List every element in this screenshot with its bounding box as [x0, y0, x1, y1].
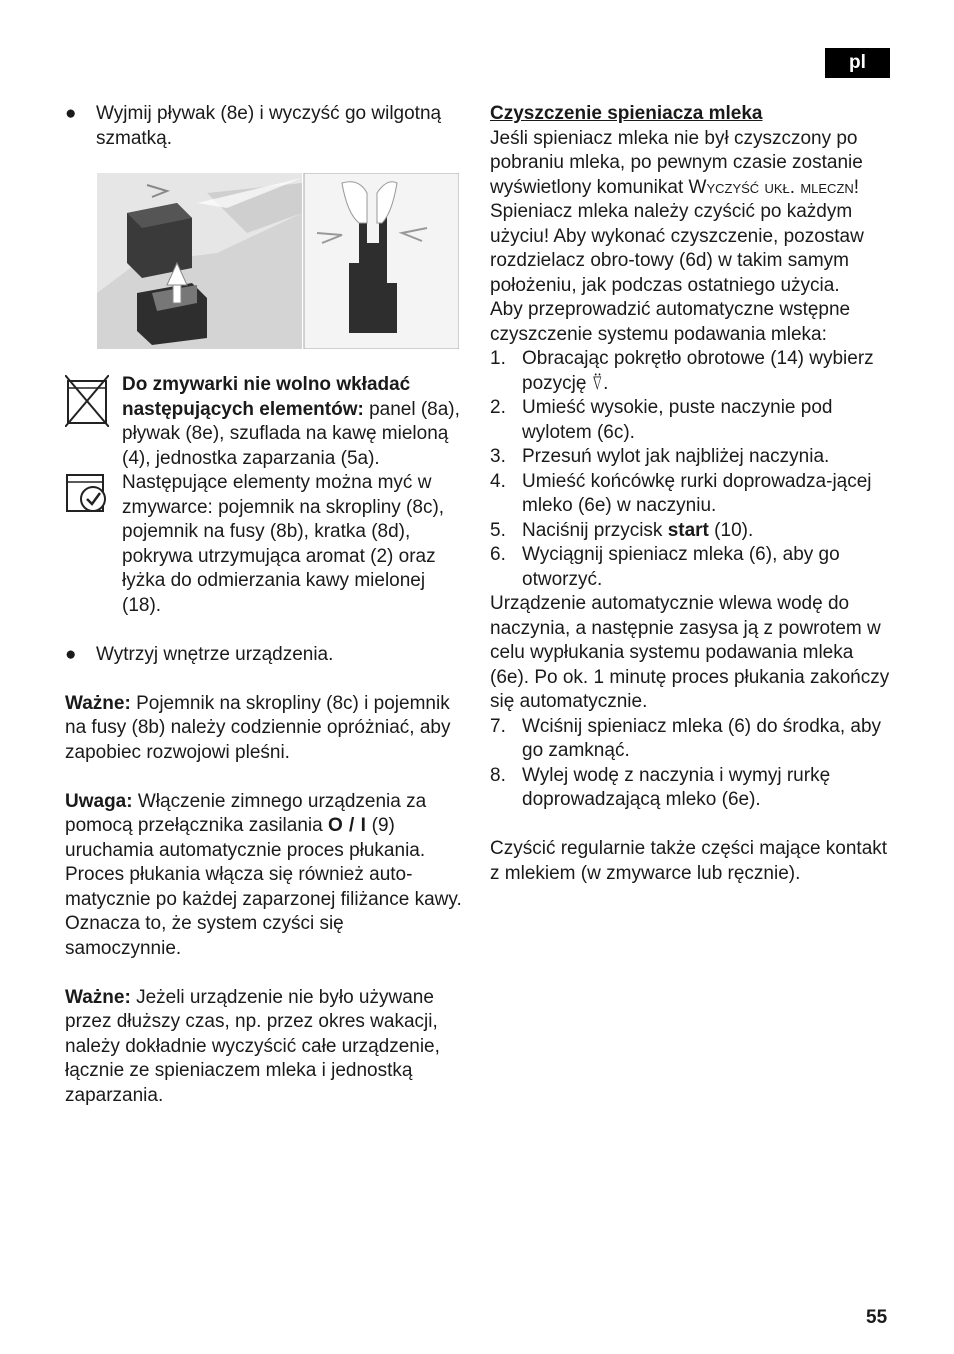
dishwasher-ok-icon — [65, 471, 109, 523]
section-heading: Czyszczenie spieniacza mleka — [490, 103, 763, 124]
language-tab: pl — [825, 48, 890, 78]
page-number: 55 — [866, 1307, 888, 1328]
list-item: 6. Wyciągnij spieniacz mleka (6), aby go otworzyć. — [490, 544, 840, 590]
display-message: Wyczyść ukł. mleczn! — [688, 176, 860, 198]
list-item: 4. Umieść końcówkę rurki doprowadza-jącej mleko (6e) w naczyniu. — [490, 470, 872, 516]
important-note-1: Ważne: Pojemnik na skropliny (8c) i pojemnik na fusy (8b) należy codziennie opróżniać, aby zapobiec rozwojowi pleśni. — [65, 692, 451, 763]
float-illustration-svg — [97, 173, 459, 349]
right-column — [490, 102, 890, 886]
left-column — [65, 102, 465, 1108]
no-dishwasher-icon — [65, 375, 109, 435]
bullet-text: Wyjmij pływak (8e) i wyczyść go wilgotną szmatką. — [96, 103, 442, 149]
dishwasher-not-allowed-text: Do zmywarki nie wolno wkładać następujących elementów: panel (8a), pływak (8e), szuflada na kawę mieloną (4), jednostka zaparzania (5a). — [122, 374, 460, 469]
intro-paragraph: Jeśli spieniacz mleka nie był czyszczony po pobraniu mleka, po pewnym czasie zostanie wyświetlony komunikat Wyczyść ukł. mleczn! Spieniacz mleka należy czyścić po każdym użyciu! Aby wykonać czyszczenie, pozostaw rozdzielacz obro-towy (6d) w takim samym położeniu, jak podczas ostatniego użycia. — [490, 127, 864, 296]
steps-list-2 — [490, 715, 890, 813]
list-item: 7. Wciśnij spieniacz mleka (6) do środka, aby go zamknąć. — [490, 715, 882, 761]
dishwasher-allowed — [65, 471, 465, 618]
bullet-text: Wytrzyj wnętrze urządzenia. — [96, 643, 334, 665]
bullet-dot: ● — [65, 643, 77, 665]
bullet-dot: ● — [65, 103, 77, 124]
list-item: 2. Umieść wysokie, puste naczynie pod wylotem (6c). — [490, 397, 833, 443]
list-item: 8. Wylej wodę z naczynia i wymyj rurkę doprowadzającą mleko (6e). — [490, 764, 831, 810]
milk-position-icon: ⍢ — [591, 372, 604, 394]
list-item: 5. Naciśnij przycisk start (10). — [490, 519, 754, 541]
closing-paragraph: Czyścić regularnie także części mające kontakt z mlekiem (w zmywarce lub ręcznie). — [490, 838, 888, 884]
attention-note: Uwaga: Włączenie zimnego urządzenia za pomocą przełącznika zasilania O / I (9) uruchamia automatycznie proces płukania. Proces płukania włącza się również auto-matycznie po każdej zaparzonej filiżance kawy. Oznacza to, że system czyści się samoczynnie. — [65, 790, 462, 959]
float-removal-illustration — [97, 173, 459, 349]
steps-list — [490, 347, 890, 592]
intro-paragraph-2: Aby przeprowadzić automatyczne wstępne czyszczenie systemu podawania mleka: — [490, 299, 851, 345]
bullet-item — [65, 102, 465, 151]
bullet-item — [65, 643, 465, 668]
list-item: 1. Obracając pokrętło obrotowe (14) wybierz pozycję ⍢. — [490, 348, 874, 394]
list-item: 3. Przesuń wylot jak najbliżej naczynia. — [490, 446, 830, 467]
dishwasher-not-allowed — [65, 373, 465, 471]
rinse-description: Urządzenie automatycznie wlewa wodę do naczynia, a następnie zasysa ją z powrotem w celu wypłukania systemu podawania mleka (6e). Po ok. 1 minutę proces płukania zakończy się automatycznie. — [490, 593, 890, 712]
important-note-2: Ważne: Jeżeli urządzenie nie było używane przez dłuższy czas, np. przez okres wakacji, należy dokładnie wyczyścić całe urządzenie, łącznie ze spieniaczem mleka i jednostką zaparzania. — [65, 986, 440, 1106]
dishwasher-allowed-text: Następujące elementy można myć w zmywarce: pojemnik na skropliny (8c), pojemnik na fusy (8b), kratka (8d), pokrywa utrzymująca aromat (2) oraz łyżka do odmierzania kawy mielonej (18). — [122, 472, 445, 616]
power-switch-symbol: O / I — [327, 815, 367, 836]
